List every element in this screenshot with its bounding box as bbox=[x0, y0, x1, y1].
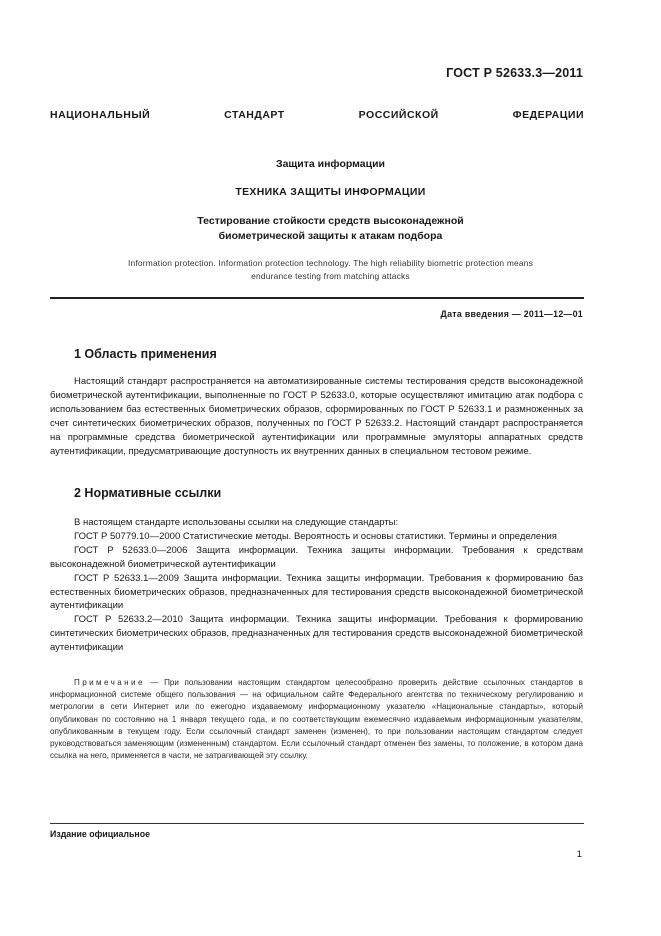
introduction-date: Дата введения — 2011—12—01 bbox=[440, 309, 583, 319]
section-1-body bbox=[50, 375, 583, 458]
note-label: Примечание bbox=[74, 678, 145, 687]
title-main-line-2: биометрической защиты к атакам подбора bbox=[218, 230, 443, 242]
title-main bbox=[50, 214, 611, 244]
section-1-heading: 1 Область применения bbox=[74, 347, 217, 361]
section-2-body bbox=[50, 516, 583, 655]
title-english-line-2: endurance testing from matching attacks bbox=[251, 270, 410, 281]
paragraph: Настоящий стандарт распространяется на автоматизированные системы тестирования средств высоконадежной биометрической аутентификации, выполненные по ГОСТ Р 52633.0, которые осуществляют имитацию атак подбора с использованием баз естественных биометрических образов, сформированных по ГОСТ Р 52633.1 и размноженных за счет синтетических биометрических образов, полученных по ГОСТ Р 52633.2. Настоящий стандарт распространяется на программные средства биометрической аутентификации или программные эмуляторы аппаратных средств аутентификации, предусматривающие доступность их внутренних данных в специальном тестовом режиме. bbox=[50, 376, 583, 457]
note-paragraph bbox=[50, 677, 583, 762]
reference-item: ГОСТ Р 50779.10—2000 Статистические методы. Вероятность и основы статистики. Термины и определения bbox=[74, 530, 557, 542]
paragraph: В настоящем стандарте использованы ссылки на следующие стандарты: bbox=[74, 517, 399, 528]
header-divider bbox=[50, 297, 584, 299]
reference-item: ГОСТ Р 52633.2—2010 Защита информации. Техника защиты информации. Требования к формированию синтетических биометрических образов, предназначенных для тестирования средств высоконадежной биометрической аутентификации bbox=[50, 614, 583, 654]
edition-label: Издание официальное bbox=[50, 829, 150, 839]
national-standard-banner: НАЦИОНАЛЬНЫЙ СТАНДАРТ РОССИЙСКОЙ ФЕДЕРАЦИИ bbox=[50, 109, 584, 121]
title-area: Защита информации bbox=[276, 158, 385, 170]
title-english bbox=[50, 257, 611, 282]
note-text: — При пользовании настоящим стандартом целесообразно проверить действие ссылочных стандартов в информационной системе общего пользования — на официальном сайте Федерального агентства по техническому регулированию и метрологии в сети Интернет или по ежегодно издаваемому информационному указателю «Национальные стандарты», который опубликован по состоянию на 1 января текущего года, и по соответствующим ежемесячно издаваемым информационным указателям, опубликованным в текущем году. Если ссылочный стандарт заменен (изменен), то при пользовании настоящим стандартом следует руководствоваться заменяющим (измененным) стандартом. Если ссылочный стандарт отменен без замены, то положение, в котором дана ссылка на него, применяется в части, не затрагивающей эту ссылку. bbox=[50, 678, 583, 761]
reference-item: ГОСТ Р 52633.0—2006 Защита информации. Техника защиты информации. Требования к средствам высоконадежной биометрической аутентификации bbox=[50, 544, 583, 570]
title-main-line-1: Тестирование стойкости средств высоконадежной bbox=[197, 215, 464, 227]
page-number: 1 bbox=[576, 849, 582, 860]
title-english-line-1: Information protection. Information protection technology. The high reliability biometric protection means bbox=[128, 258, 533, 268]
title-subject: ТЕХНИКА ЗАЩИТЫ ИНФОРМАЦИИ bbox=[235, 186, 426, 198]
reference-item: ГОСТ Р 52633.1—2009 Защита информации. Техника защиты информации. Требования к формированию баз естественных биометрических образов, предназначенных для тестирования средств высоконадежной биометрической аутентификации bbox=[50, 572, 583, 612]
footer-divider bbox=[50, 823, 584, 824]
document-code: ГОСТ Р 52633.3—2011 bbox=[446, 66, 583, 80]
section-2-heading: 2 Нормативные ссылки bbox=[74, 486, 222, 500]
note-block bbox=[50, 677, 583, 762]
